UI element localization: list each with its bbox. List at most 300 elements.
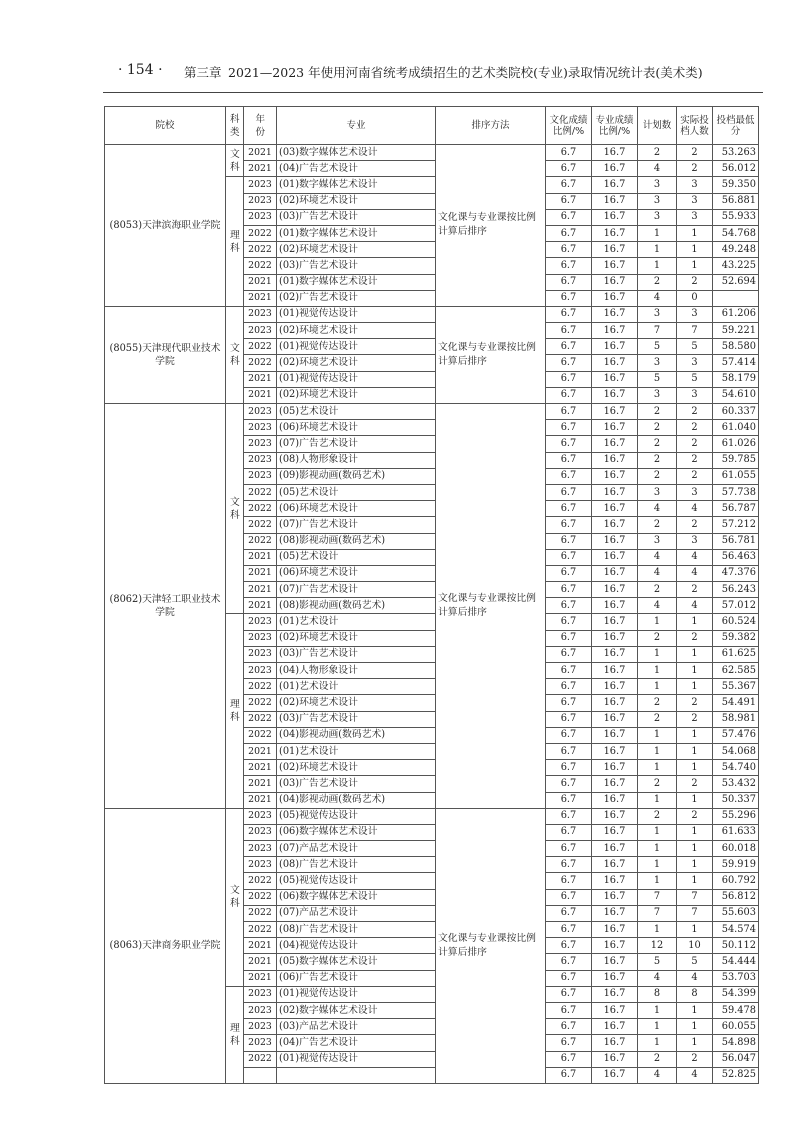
major-cell: (02)环境艺术设计 (277, 193, 436, 209)
culture-ratio-cell: 6.7 (546, 857, 592, 873)
culture-ratio-cell: 6.7 (546, 711, 592, 727)
year-cell: 2023 (244, 1002, 277, 1018)
min-score-cell: 58.580 (713, 339, 759, 355)
major-ratio-cell: 16.7 (592, 954, 638, 970)
major-cell: (01)视觉传达设计 (277, 986, 436, 1002)
page-number: · 154 · (118, 62, 163, 78)
actual-count-cell: 3 (677, 193, 713, 209)
school-name-cell: (8055)天津现代职业技术学院 (105, 306, 226, 403)
major-cell: (03)数字媒体艺术设计 (277, 145, 436, 161)
plan-count-cell: 2 (638, 582, 677, 598)
min-score-cell: 62.585 (713, 663, 759, 679)
major-cell: (03)产品艺术设计 (277, 1019, 436, 1035)
actual-count-cell: 1 (677, 857, 713, 873)
major-cell: (08)影视动画(数码艺术) (277, 533, 436, 549)
plan-count-cell: 1 (638, 1035, 677, 1051)
major-cell: (07)产品艺术设计 (277, 841, 436, 857)
plan-count-cell: 1 (638, 614, 677, 630)
plan-count-cell: 4 (638, 501, 677, 517)
major-ratio-cell: 16.7 (592, 711, 638, 727)
plan-count-cell: 7 (638, 323, 677, 339)
culture-ratio-cell: 6.7 (546, 776, 592, 792)
culture-ratio-cell: 6.7 (546, 824, 592, 840)
year-cell: 2022 (244, 727, 277, 743)
major-ratio-cell: 16.7 (592, 371, 638, 387)
major-cell: (01)艺术设计 (277, 743, 436, 759)
actual-count-cell: 1 (677, 679, 713, 695)
major-cell: (06)环境艺术设计 (277, 501, 436, 517)
major-cell: (02)环境艺术设计 (277, 760, 436, 776)
major-ratio-cell: 16.7 (592, 889, 638, 905)
year-cell: 2021 (244, 760, 277, 776)
plan-count-cell: 1 (638, 743, 677, 759)
min-score-cell (713, 290, 759, 306)
major-cell: (02)广告艺术设计 (277, 290, 436, 306)
major-ratio-cell: 16.7 (592, 549, 638, 565)
actual-count-cell: 2 (677, 711, 713, 727)
school-name-cell: (8063)天津商务职业学院 (105, 808, 226, 1083)
col-header-sort-method: 排序方法 (436, 107, 546, 145)
actual-count-cell: 1 (677, 1019, 713, 1035)
actual-count-cell: 5 (677, 954, 713, 970)
actual-count-cell: 1 (677, 841, 713, 857)
major-ratio-cell: 16.7 (592, 242, 638, 258)
major-cell: (01)数字媒体艺术设计 (277, 177, 436, 193)
table-body (105, 145, 759, 1084)
min-score-cell: 56.243 (713, 582, 759, 598)
major-ratio-cell: 16.7 (592, 857, 638, 873)
major-cell: (08)影视动画(数码艺术) (277, 598, 436, 614)
year-cell: 2022 (244, 889, 277, 905)
year-cell: 2023 (244, 436, 277, 452)
major-ratio-cell: 16.7 (592, 161, 638, 177)
table-header-row (105, 107, 759, 145)
actual-count-cell: 1 (677, 646, 713, 662)
major-cell: (08)广告艺术设计 (277, 922, 436, 938)
plan-count-cell: 1 (638, 857, 677, 873)
plan-count-cell: 2 (638, 452, 677, 468)
min-score-cell: 50.337 (713, 792, 759, 808)
plan-count-cell: 4 (638, 565, 677, 581)
col-header-major: 专业 (277, 107, 436, 145)
year-cell: 2022 (244, 501, 277, 517)
year-cell: 2021 (244, 549, 277, 565)
year-cell: 2023 (244, 841, 277, 857)
major-ratio-cell: 16.7 (592, 274, 638, 290)
plan-count-cell: 4 (638, 549, 677, 565)
year-cell: 2023 (244, 209, 277, 225)
major-cell: (01)视觉传达设计 (277, 306, 436, 322)
major-ratio-cell: 16.7 (592, 727, 638, 743)
min-score-cell: 60.018 (713, 841, 759, 857)
culture-ratio-cell: 6.7 (546, 646, 592, 662)
actual-count-cell: 4 (677, 565, 713, 581)
min-score-cell: 59.382 (713, 630, 759, 646)
plan-count-cell: 1 (638, 663, 677, 679)
category-cell: 理科 (226, 177, 244, 307)
major-ratio-cell: 16.7 (592, 1051, 638, 1067)
major-ratio-cell: 16.7 (592, 970, 638, 986)
plan-count-cell: 3 (638, 387, 677, 403)
major-ratio-cell: 16.7 (592, 1019, 638, 1035)
year-cell: 2023 (244, 824, 277, 840)
year-cell: 2021 (244, 598, 277, 614)
year-cell: 2021 (244, 387, 277, 403)
plan-count-cell: 1 (638, 1019, 677, 1035)
col-header-actual: 实际投档人数 (677, 107, 713, 145)
major-cell: (05)艺术设计 (277, 549, 436, 565)
min-score-cell: 60.337 (713, 404, 759, 420)
actual-count-cell: 4 (677, 1067, 713, 1083)
plan-count-cell: 3 (638, 193, 677, 209)
min-score-cell: 55.603 (713, 905, 759, 921)
culture-ratio-cell: 6.7 (546, 760, 592, 776)
culture-ratio-cell: 6.7 (546, 889, 592, 905)
culture-ratio-cell: 6.7 (546, 841, 592, 857)
min-score-cell: 57.738 (713, 484, 759, 500)
actual-count-cell: 4 (677, 549, 713, 565)
page-title: 2021—2023 年使用河南省统考成绩招生的艺术类院校(专业)录取情况统计表(美术类) (228, 65, 703, 80)
min-score-cell: 56.012 (713, 161, 759, 177)
sort-method-cell: 文化课与专业课按比例计算后排序 (436, 404, 546, 809)
plan-count-cell: 3 (638, 533, 677, 549)
actual-count-cell: 2 (677, 420, 713, 436)
min-score-cell: 58.981 (713, 711, 759, 727)
major-ratio-cell: 16.7 (592, 938, 638, 954)
plan-count-cell: 1 (638, 646, 677, 662)
actual-count-cell: 3 (677, 484, 713, 500)
major-ratio-cell: 16.7 (592, 501, 638, 517)
year-cell: 2021 (244, 792, 277, 808)
major-ratio-cell: 16.7 (592, 290, 638, 306)
year-cell: 2022 (244, 695, 277, 711)
category-cell: 文科 (226, 404, 244, 614)
major-cell: (05)数字媒体艺术设计 (277, 954, 436, 970)
culture-ratio-cell: 6.7 (546, 387, 592, 403)
culture-ratio-cell: 6.7 (546, 371, 592, 387)
major-cell: (02)环境艺术设计 (277, 323, 436, 339)
actual-count-cell: 3 (677, 177, 713, 193)
major-cell: (08)广告艺术设计 (277, 857, 436, 873)
plan-count-cell: 2 (638, 711, 677, 727)
major-cell: (05)艺术设计 (277, 404, 436, 420)
culture-ratio-cell: 6.7 (546, 792, 592, 808)
year-cell: 2022 (244, 242, 277, 258)
min-score-cell: 49.248 (713, 242, 759, 258)
major-ratio-cell: 16.7 (592, 533, 638, 549)
min-score-cell: 54.610 (713, 387, 759, 403)
table-row (105, 404, 759, 420)
min-score-cell: 61.206 (713, 306, 759, 322)
actual-count-cell: 4 (677, 501, 713, 517)
min-score-cell: 61.625 (713, 646, 759, 662)
min-score-cell: 56.787 (713, 501, 759, 517)
culture-ratio-cell: 6.7 (546, 517, 592, 533)
culture-ratio-cell: 6.7 (546, 1019, 592, 1035)
year-cell: 2023 (244, 177, 277, 193)
min-score-cell: 54.740 (713, 760, 759, 776)
min-score-cell: 59.785 (713, 452, 759, 468)
year-cell: 2023 (244, 614, 277, 630)
year-cell: 2021 (244, 776, 277, 792)
culture-ratio-cell: 6.7 (546, 484, 592, 500)
major-ratio-cell: 16.7 (592, 598, 638, 614)
culture-ratio-cell: 6.7 (546, 695, 592, 711)
year-cell: 2021 (244, 145, 277, 161)
plan-count-cell: 4 (638, 1067, 677, 1083)
culture-ratio-cell: 6.7 (546, 1035, 592, 1051)
year-cell: 2022 (244, 258, 277, 274)
culture-ratio-cell: 6.7 (546, 161, 592, 177)
min-score-cell: 54.491 (713, 695, 759, 711)
sort-method-cell: 文化课与专业课按比例计算后排序 (436, 145, 546, 307)
culture-ratio-cell: 6.7 (546, 355, 592, 371)
major-ratio-cell: 16.7 (592, 792, 638, 808)
major-cell: (01)视觉传达设计 (277, 1051, 436, 1067)
plan-count-cell: 2 (638, 1051, 677, 1067)
culture-ratio-cell: 6.7 (546, 727, 592, 743)
major-ratio-cell: 16.7 (592, 776, 638, 792)
major-ratio-cell: 16.7 (592, 905, 638, 921)
major-cell: (02)环境艺术设计 (277, 630, 436, 646)
culture-ratio-cell: 6.7 (546, 145, 592, 161)
year-cell: 2021 (244, 161, 277, 177)
year-cell: 2021 (244, 743, 277, 759)
culture-ratio-cell: 6.7 (546, 986, 592, 1002)
major-ratio-cell: 16.7 (592, 986, 638, 1002)
col-header-school: 院校 (105, 107, 226, 145)
major-cell: (04)影视动画(数码艺术) (277, 792, 436, 808)
plan-count-cell: 1 (638, 727, 677, 743)
min-score-cell: 59.478 (713, 1002, 759, 1018)
year-cell: 2023 (244, 420, 277, 436)
actual-count-cell: 2 (677, 808, 713, 824)
culture-ratio-cell: 6.7 (546, 452, 592, 468)
major-cell: (01)艺术设计 (277, 614, 436, 630)
plan-count-cell: 12 (638, 938, 677, 954)
culture-ratio-cell: 6.7 (546, 598, 592, 614)
actual-count-cell: 1 (677, 743, 713, 759)
culture-ratio-cell: 6.7 (546, 258, 592, 274)
col-header-culture-ratio: 文化成绩比例/% (546, 107, 592, 145)
actual-count-cell: 1 (677, 1002, 713, 1018)
plan-count-cell: 1 (638, 760, 677, 776)
major-cell: (01)视觉传达设计 (277, 371, 436, 387)
actual-count-cell: 1 (677, 663, 713, 679)
year-cell: 2021 (244, 371, 277, 387)
culture-ratio-cell: 6.7 (546, 193, 592, 209)
min-score-cell: 54.768 (713, 225, 759, 241)
major-ratio-cell: 16.7 (592, 760, 638, 776)
culture-ratio-cell: 6.7 (546, 225, 592, 241)
plan-count-cell: 5 (638, 371, 677, 387)
min-score-cell: 52.694 (713, 274, 759, 290)
major-cell: (01)数字媒体艺术设计 (277, 225, 436, 241)
culture-ratio-cell: 6.7 (546, 922, 592, 938)
actual-count-cell: 10 (677, 938, 713, 954)
major-ratio-cell: 16.7 (592, 824, 638, 840)
year-cell: 2023 (244, 808, 277, 824)
plan-count-cell: 2 (638, 420, 677, 436)
plan-count-cell: 4 (638, 161, 677, 177)
plan-count-cell: 3 (638, 484, 677, 500)
major-ratio-cell: 16.7 (592, 695, 638, 711)
major-cell: (07)广告艺术设计 (277, 582, 436, 598)
plan-count-cell: 1 (638, 792, 677, 808)
plan-count-cell: 3 (638, 355, 677, 371)
major-ratio-cell: 16.7 (592, 420, 638, 436)
plan-count-cell: 2 (638, 436, 677, 452)
actual-count-cell: 2 (677, 436, 713, 452)
major-ratio-cell: 16.7 (592, 663, 638, 679)
category-cell: 文科 (226, 306, 244, 403)
actual-count-cell: 1 (677, 873, 713, 889)
min-score-cell: 50.112 (713, 938, 759, 954)
year-cell: 2022 (244, 905, 277, 921)
major-ratio-cell: 16.7 (592, 1067, 638, 1083)
year-cell: 2023 (244, 193, 277, 209)
major-cell: (06)数字媒体艺术设计 (277, 889, 436, 905)
min-score-cell: 60.792 (713, 873, 759, 889)
category-cell: 理科 (226, 614, 244, 808)
actual-count-cell: 1 (677, 225, 713, 241)
table-row (105, 808, 759, 824)
major-ratio-cell: 16.7 (592, 177, 638, 193)
min-score-cell: 54.444 (713, 954, 759, 970)
actual-count-cell: 2 (677, 582, 713, 598)
year-cell: 2022 (244, 225, 277, 241)
actual-count-cell: 4 (677, 598, 713, 614)
major-cell: (07)广告艺术设计 (277, 436, 436, 452)
plan-count-cell: 1 (638, 258, 677, 274)
min-score-cell: 56.781 (713, 533, 759, 549)
year-cell: 2022 (244, 711, 277, 727)
school-name-cell: (8062)天津轻工职业技术学院 (105, 404, 226, 809)
school-name-cell: (8053)天津滨海职业学院 (105, 145, 226, 307)
chapter-label: 第三章 (184, 65, 222, 80)
actual-count-cell: 2 (677, 161, 713, 177)
min-score-cell: 52.825 (713, 1067, 759, 1083)
actual-count-cell: 5 (677, 371, 713, 387)
actual-count-cell: 1 (677, 792, 713, 808)
year-cell: 2023 (244, 663, 277, 679)
major-ratio-cell: 16.7 (592, 1002, 638, 1018)
actual-count-cell: 3 (677, 533, 713, 549)
year-cell: 2022 (244, 679, 277, 695)
actual-count-cell: 1 (677, 824, 713, 840)
culture-ratio-cell: 6.7 (546, 970, 592, 986)
min-score-cell: 56.463 (713, 549, 759, 565)
year-cell: 2021 (244, 954, 277, 970)
actual-count-cell: 1 (677, 727, 713, 743)
major-cell: (03)广告艺术设计 (277, 209, 436, 225)
plan-count-cell: 8 (638, 986, 677, 1002)
header-rule (103, 92, 763, 93)
plan-count-cell: 1 (638, 679, 677, 695)
major-cell: (02)数字媒体艺术设计 (277, 1002, 436, 1018)
actual-count-cell: 2 (677, 630, 713, 646)
actual-count-cell: 2 (677, 468, 713, 484)
culture-ratio-cell: 6.7 (546, 274, 592, 290)
col-header-major-ratio: 专业成绩比例/% (592, 107, 638, 145)
actual-count-cell: 3 (677, 306, 713, 322)
min-score-cell: 56.812 (713, 889, 759, 905)
major-ratio-cell: 16.7 (592, 452, 638, 468)
min-score-cell: 55.367 (713, 679, 759, 695)
table-row (105, 145, 759, 161)
actual-count-cell: 3 (677, 355, 713, 371)
year-cell: 2023 (244, 646, 277, 662)
year-cell: 2022 (244, 1051, 277, 1067)
major-ratio-cell: 16.7 (592, 145, 638, 161)
major-ratio-cell: 16.7 (592, 646, 638, 662)
culture-ratio-cell: 6.7 (546, 1051, 592, 1067)
major-cell: (01)数字媒体艺术设计 (277, 274, 436, 290)
actual-count-cell: 8 (677, 986, 713, 1002)
min-score-cell: 57.212 (713, 517, 759, 533)
min-score-cell: 61.055 (713, 468, 759, 484)
plan-count-cell: 1 (638, 242, 677, 258)
actual-count-cell: 2 (677, 1051, 713, 1067)
culture-ratio-cell: 6.7 (546, 743, 592, 759)
plan-count-cell: 2 (638, 695, 677, 711)
category-cell: 理科 (226, 986, 244, 1083)
major-cell: (04)人物形象设计 (277, 663, 436, 679)
min-score-cell: 60.055 (713, 1019, 759, 1035)
year-cell: 2022 (244, 533, 277, 549)
min-score-cell: 57.414 (713, 355, 759, 371)
major-ratio-cell: 16.7 (592, 517, 638, 533)
min-score-cell: 47.376 (713, 565, 759, 581)
major-cell: (06)环境艺术设计 (277, 565, 436, 581)
actual-count-cell: 2 (677, 452, 713, 468)
major-ratio-cell: 16.7 (592, 225, 638, 241)
major-cell: (03)广告艺术设计 (277, 776, 436, 792)
category-cell: 文科 (226, 145, 244, 177)
actual-count-cell: 1 (677, 258, 713, 274)
culture-ratio-cell: 6.7 (546, 938, 592, 954)
actual-count-cell: 7 (677, 323, 713, 339)
actual-count-cell: 1 (677, 1035, 713, 1051)
actual-count-cell: 1 (677, 760, 713, 776)
plan-count-cell: 1 (638, 1002, 677, 1018)
culture-ratio-cell: 6.7 (546, 873, 592, 889)
culture-ratio-cell: 6.7 (546, 582, 592, 598)
year-cell: 2023 (244, 630, 277, 646)
year-cell: 2023 (244, 404, 277, 420)
actual-count-cell: 2 (677, 274, 713, 290)
year-cell: 2021 (244, 290, 277, 306)
sort-method-cell: 文化课与专业课按比例计算后排序 (436, 808, 546, 1083)
major-cell: (05)视觉传达设计 (277, 808, 436, 824)
major-cell: (06)环境艺术设计 (277, 420, 436, 436)
culture-ratio-cell: 6.7 (546, 468, 592, 484)
major-ratio-cell: 16.7 (592, 355, 638, 371)
major-ratio-cell: 16.7 (592, 582, 638, 598)
plan-count-cell: 3 (638, 209, 677, 225)
year-cell: 2021 (244, 274, 277, 290)
major-ratio-cell: 16.7 (592, 484, 638, 500)
major-ratio-cell: 16.7 (592, 387, 638, 403)
major-cell: (06)广告艺术设计 (277, 970, 436, 986)
major-ratio-cell: 16.7 (592, 922, 638, 938)
year-cell: 2022 (244, 339, 277, 355)
plan-count-cell: 1 (638, 225, 677, 241)
min-score-cell: 61.040 (713, 420, 759, 436)
major-cell: (02)环境艺术设计 (277, 242, 436, 258)
major-cell: (04)视觉传达设计 (277, 938, 436, 954)
culture-ratio-cell: 6.7 (546, 679, 592, 695)
